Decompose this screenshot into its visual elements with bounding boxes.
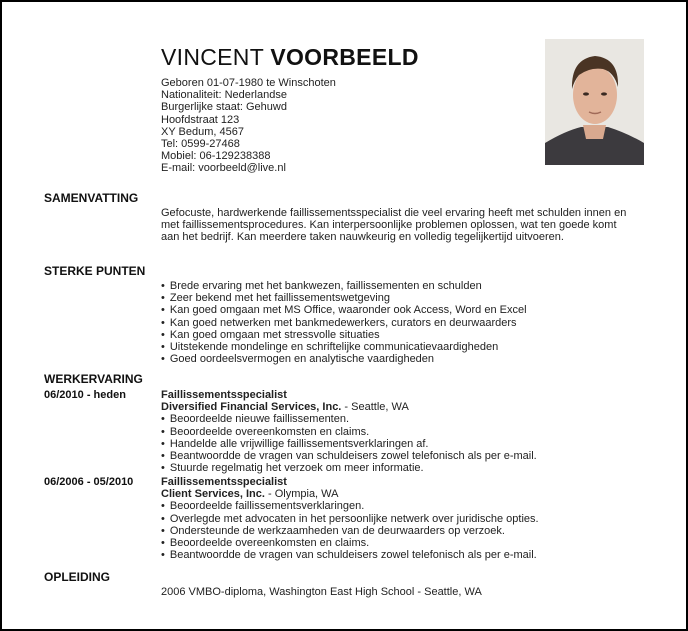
list-item: • Goed oordeelsvermogen en analytische vaardigheden [161, 353, 631, 365]
contact-line: XY Bedum, 4567 [161, 125, 244, 138]
job-title: Faillissementsspecialist [161, 389, 287, 401]
company-location: - Olympia, WA [264, 488, 339, 501]
first-name: VINCENT [161, 44, 264, 70]
profile-photo [545, 39, 644, 165]
list-item: • Beoordeelde faillissementsverklaringen. [161, 500, 631, 512]
job-entry [161, 476, 631, 561]
contact-line: E-mail: voorbeeld@live.nl [161, 162, 286, 175]
list-item: • Brede ervaring met het bankwezen, faillissementen en schulden [161, 280, 631, 292]
job-company [161, 488, 631, 500]
company-name: Diversified Financial Services, Inc. [161, 401, 342, 414]
list-item: • Ondersteunde de werkzaamheden van de deurwaarders op verzoek. [161, 525, 631, 537]
contact-line: Hoofdstraat 123 [161, 113, 240, 126]
job-duties [161, 413, 631, 474]
list-item: • Kan goed netwerken met bankmedewerkers, curators en deurwaarders [161, 317, 631, 329]
job-dates: 06/2010 - heden [44, 389, 126, 401]
list-item: • Handelde alle vrijwillige faillissementsverklaringen af. [161, 438, 631, 450]
contact-line: Nationaliteit: Nederlandse [161, 89, 287, 102]
list-item: • Beantwoordde de vragen van schuldeisers zowel telefonisch als per e-mail. [161, 549, 631, 561]
list-item: • Kan goed omgaan met stressvolle situaties [161, 329, 631, 341]
list-item: • Beantwoordde de vragen van schuldeisers zowel telefonisch als per e-mail. [161, 450, 631, 462]
job-entry [161, 389, 631, 474]
contact-line: Tel: 0599-27468 [161, 137, 240, 150]
list-item: • Zeer bekend met het faillissementswetgeving [161, 292, 631, 304]
job-company [161, 401, 631, 413]
company-name: Client Services, Inc. [161, 488, 265, 501]
list-item: • Kan goed omgaan met MS Office, waaronder ook Access, Word en Excel [161, 304, 631, 316]
contact-line: Geboren 01-07-1980 te Winschoten [161, 77, 336, 89]
job-title: Faillissementsspecialist [161, 476, 287, 488]
education-heading: OPLEIDING [44, 570, 111, 584]
list-item: • Overlegde met advocaten in het persoonlijke netwerk over juridische opties. [161, 513, 631, 525]
education-text: 2006 VMBO-diploma, Washington East High School - Seattle, WA [161, 586, 482, 598]
contact-block [161, 77, 336, 175]
summary-text: Gefocuste, hardwerkende faillissementsspecialist die veel ervaring heeft met schulden innen en met faillissementsprocedures. Kan interpersoonlijke problemen oplossen, wat ten goede komt aan het bedrijf. Kan meerdere taken nauwkeurig en volledig tegelijkertijd uitvoeren. [161, 207, 627, 244]
list-item: • Beoordeelde overeenkomsten en claims. [161, 537, 631, 549]
contact-line: Mobiel: 06-129238388 [161, 150, 271, 163]
strengths-heading: STERKE PUNTEN [44, 264, 146, 278]
job-duties [161, 500, 631, 561]
contact-line: Burgerlijke staat: Gehuwd [161, 101, 287, 114]
strengths-list [161, 280, 631, 365]
company-location: - Seattle, WA [341, 401, 409, 414]
list-item: • Uitstekende mondelinge en schriftelijke communicatievaardigheden [161, 341, 631, 353]
list-item: • Beoordeelde overeenkomsten en claims. [161, 426, 631, 438]
last-name: VOORBEELD [270, 44, 419, 70]
candidate-name [161, 44, 419, 70]
list-item: • Beoordeelde nieuwe faillissementen. [161, 413, 631, 425]
summary-heading: SAMENVATTING [44, 191, 139, 205]
experience-heading: WERKERVARING [44, 372, 143, 386]
job-dates: 06/2006 - 05/2010 [44, 476, 134, 488]
list-item: • Stuurde regelmatig het verzoek om meer informatie. [161, 462, 631, 474]
